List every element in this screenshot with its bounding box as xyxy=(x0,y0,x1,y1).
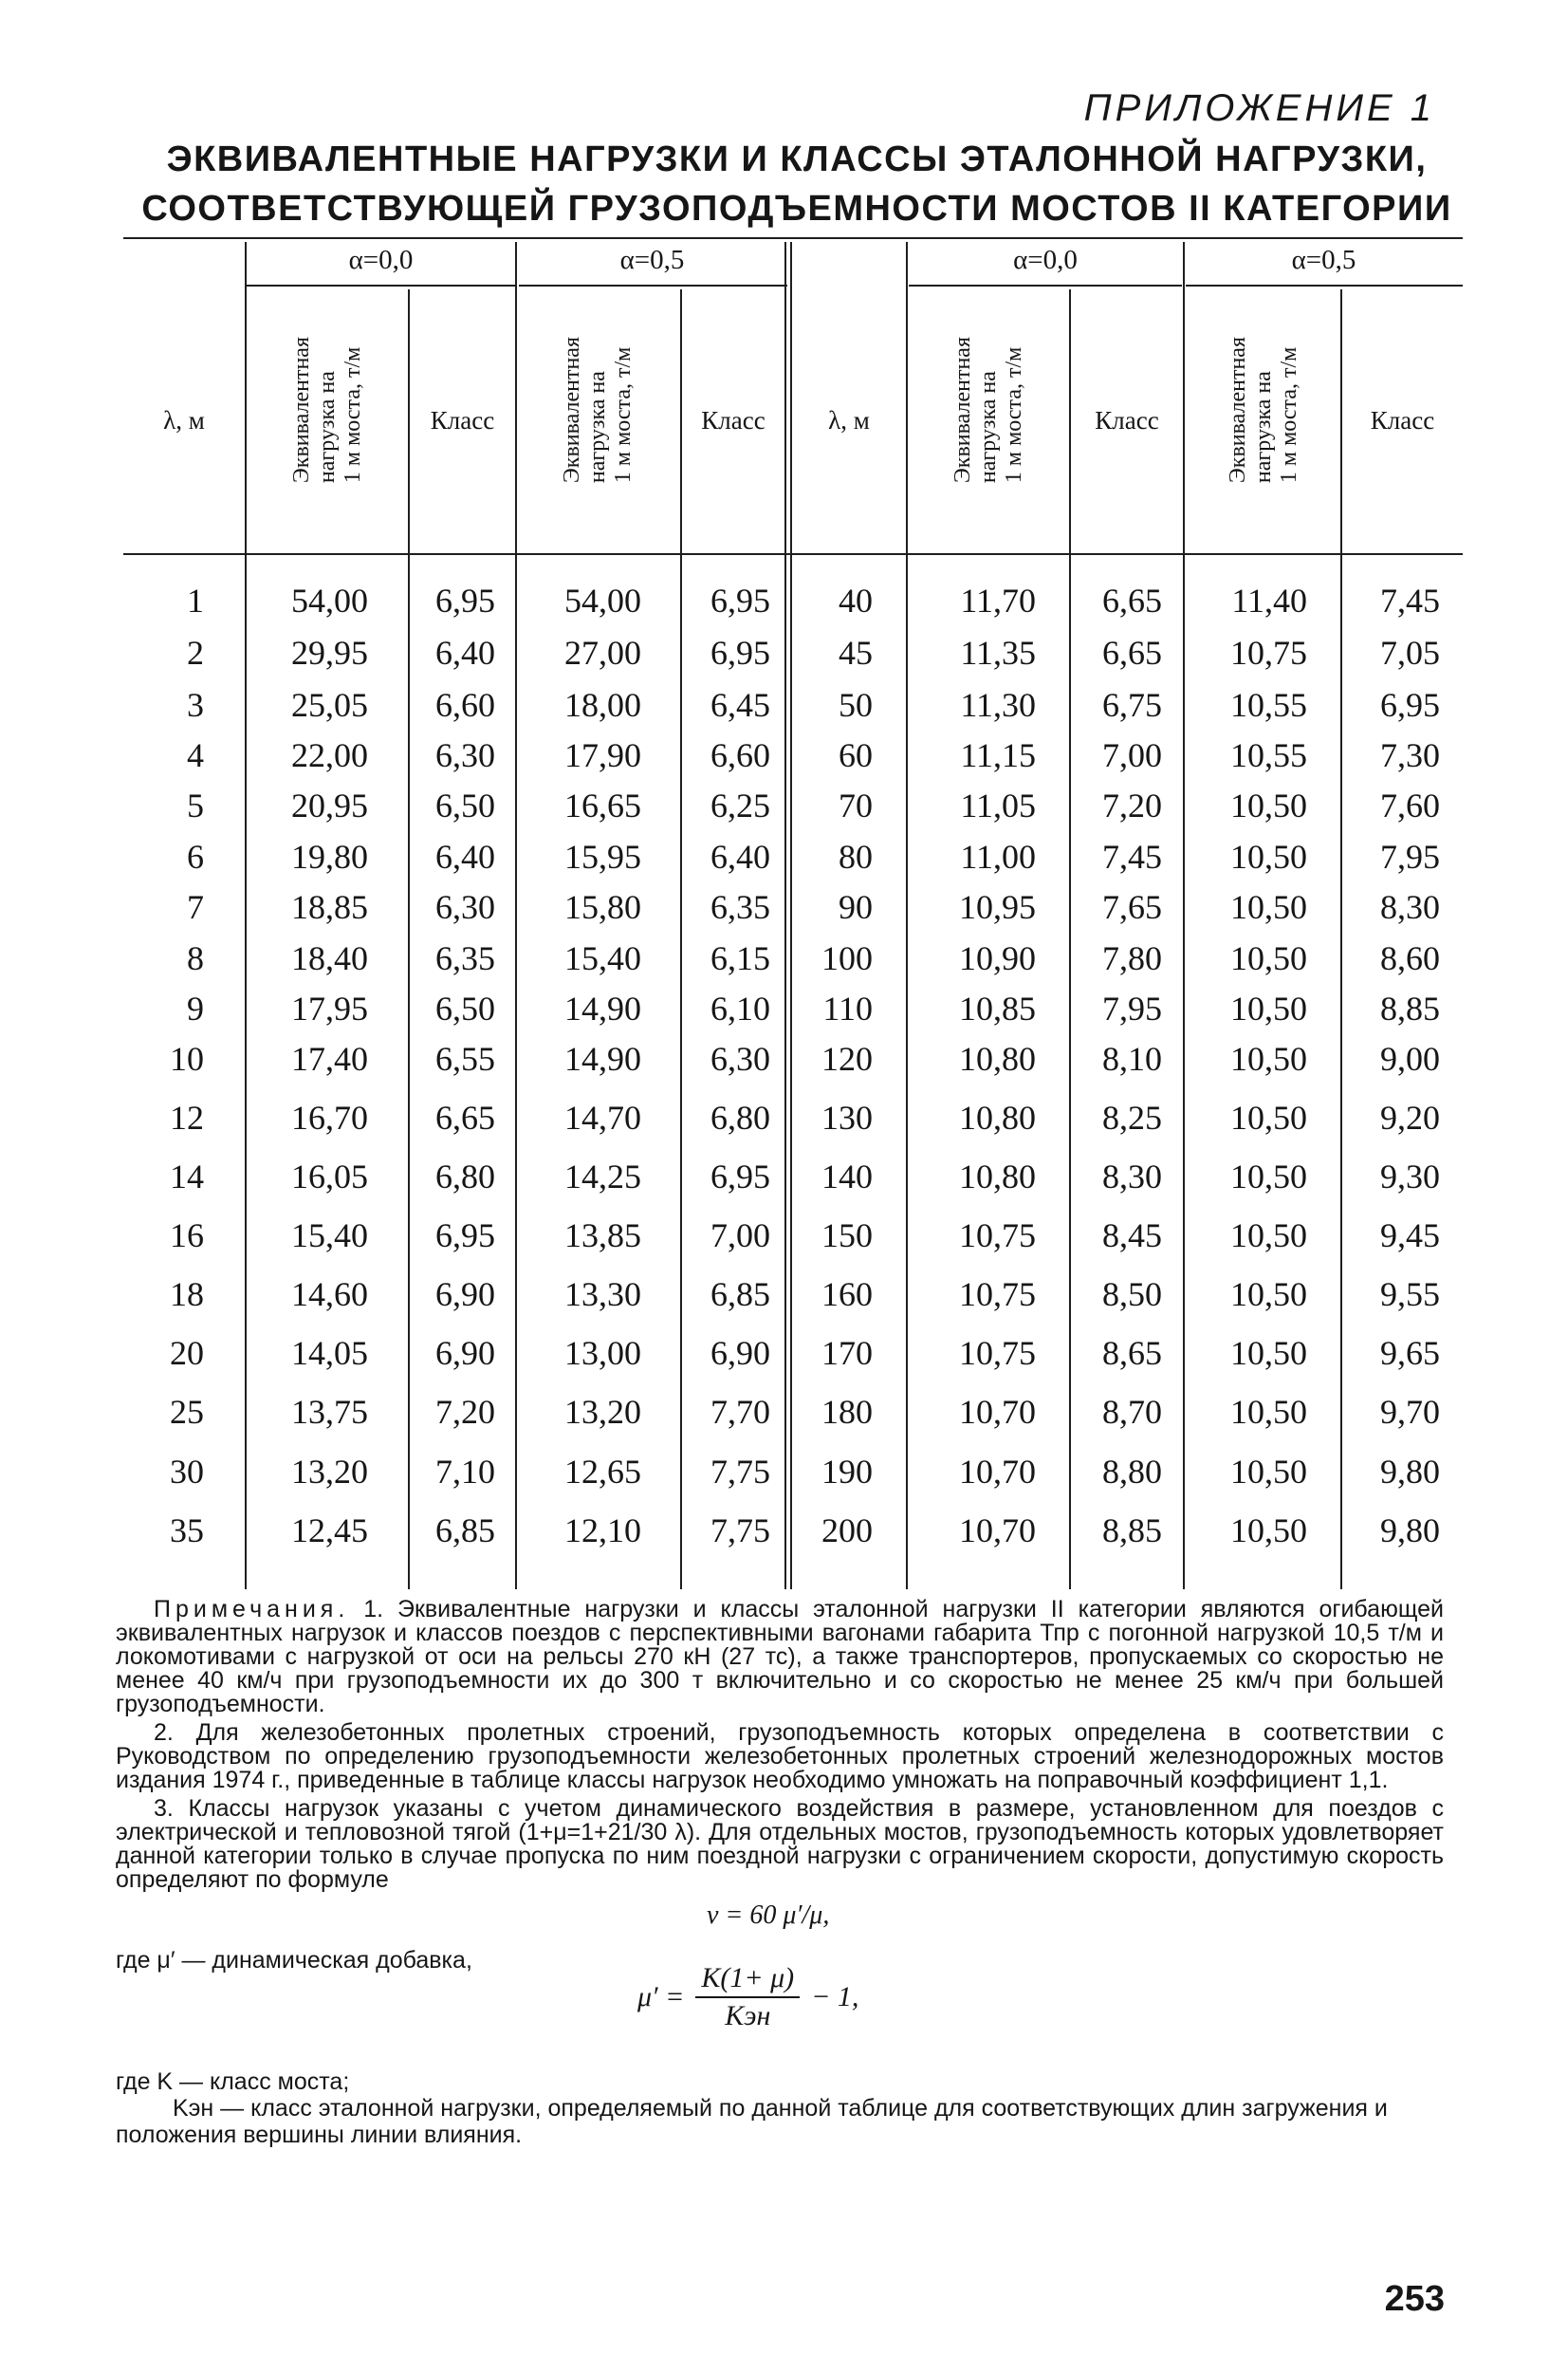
notes-block xyxy=(116,1598,1444,1897)
cell-load-a0-right-r7: 10,95 xyxy=(959,888,1036,926)
cell-class-a05-right-r17: 9,80 xyxy=(1380,1453,1440,1491)
cell-class-a05-right-r9: 8,85 xyxy=(1380,990,1440,1028)
cell-load-a05-left-r13: 13,85 xyxy=(564,1216,641,1254)
cell-load-a0-right-r17: 10,70 xyxy=(959,1453,1036,1491)
cell-load-a0-left-r2: 29,95 xyxy=(291,634,368,672)
cell-class-a05-left-r14: 6,85 xyxy=(710,1275,770,1313)
formula-speed: v = 60 μ′/μ, xyxy=(707,1900,830,1930)
cell-class-a05-left-r16: 7,70 xyxy=(710,1393,770,1431)
col-header-load-3: Эквивалентная нагрузка на 1 м моста, т/м xyxy=(950,337,1026,484)
cell-class-a05-left-r8: 6,15 xyxy=(710,939,770,977)
page-number: 253 xyxy=(1384,2279,1445,2319)
cell-load-a0-right-r16: 10,70 xyxy=(959,1393,1036,1431)
cell-load-a0-left-r3: 25,05 xyxy=(291,686,368,724)
cell-load-a0-right-r18: 10,70 xyxy=(959,1511,1036,1549)
alpha-0-left: α=0,0 xyxy=(348,245,414,275)
cell-lambda-right-r5: 70 xyxy=(839,787,873,825)
cell-load-a05-right-r5: 10,50 xyxy=(1230,787,1307,825)
cell-load-a0-right-r12: 10,80 xyxy=(959,1158,1036,1196)
where-k: где K — класс моста; xyxy=(116,2068,350,2095)
cell-class-a0-right-r5: 7,20 xyxy=(1102,787,1162,825)
cell-lambda-left-r3: 3 xyxy=(187,686,204,724)
cell-class-a05-left-r17: 7,75 xyxy=(710,1453,770,1491)
cell-class-a05-right-r6: 7,95 xyxy=(1380,838,1440,876)
cell-load-a0-right-r3: 11,30 xyxy=(960,686,1036,724)
cell-load-a05-left-r3: 18,00 xyxy=(564,686,641,724)
cell-load-a05-right-r12: 10,50 xyxy=(1230,1158,1307,1196)
cell-lambda-right-r8: 100 xyxy=(821,939,873,977)
formula-mu-tail: − 1, xyxy=(811,1981,859,2012)
cell-class-a0-left-r4: 6,30 xyxy=(435,736,495,774)
cell-lambda-right-r18: 200 xyxy=(821,1511,873,1549)
cell-class-a05-right-r3: 6,95 xyxy=(1380,686,1440,724)
cell-class-a05-right-r12: 9,30 xyxy=(1380,1158,1440,1196)
cell-load-a0-left-r9: 17,95 xyxy=(291,990,368,1028)
cell-class-a0-right-r9: 7,95 xyxy=(1102,990,1162,1028)
cell-lambda-left-r14: 18 xyxy=(170,1275,204,1313)
cell-load-a05-right-r8: 10,50 xyxy=(1230,939,1307,977)
cell-class-a0-left-r1: 6,95 xyxy=(435,582,495,620)
notes-label: Примечания. xyxy=(154,1596,350,1622)
alpha-05-right: α=0,5 xyxy=(1291,245,1356,275)
cell-class-a05-right-r15: 9,65 xyxy=(1380,1334,1440,1372)
col-header-lambda-right: λ, м xyxy=(828,406,870,435)
cell-lambda-left-r12: 14 xyxy=(170,1158,204,1196)
cell-load-a0-left-r1: 54,00 xyxy=(291,582,368,620)
cell-lambda-left-r1: 1 xyxy=(187,582,204,620)
cell-load-a05-left-r8: 15,40 xyxy=(564,939,641,977)
cell-class-a05-left-r15: 6,90 xyxy=(710,1334,770,1372)
cell-class-a0-right-r11: 8,25 xyxy=(1102,1099,1162,1137)
cell-load-a05-left-r6: 15,95 xyxy=(564,838,641,876)
cell-lambda-right-r6: 80 xyxy=(839,838,873,876)
cell-class-a0-right-r13: 8,45 xyxy=(1102,1216,1162,1254)
cell-load-a0-right-r2: 11,35 xyxy=(960,634,1036,672)
cell-class-a05-right-r10: 9,00 xyxy=(1380,1040,1440,1078)
cell-lambda-right-r1: 40 xyxy=(839,582,873,620)
cell-class-a05-right-r4: 7,30 xyxy=(1380,736,1440,774)
cell-load-a05-right-r18: 10,50 xyxy=(1230,1511,1307,1549)
cell-lambda-left-r7: 7 xyxy=(187,888,204,926)
cell-lambda-right-r4: 60 xyxy=(839,736,873,774)
cell-lambda-right-r15: 170 xyxy=(821,1334,873,1372)
cell-class-a0-right-r8: 7,80 xyxy=(1102,939,1162,977)
formula-mu-lhs: μ′ = xyxy=(637,1981,685,2012)
where-ken: Kэн — класс эталонной нагрузки, определяемый по данной таблице для соответствующих длин загружения и положения вершины линии влияния. xyxy=(116,2095,1388,2148)
cell-load-a0-left-r7: 18,85 xyxy=(291,888,368,926)
cell-class-a05-right-r5: 7,60 xyxy=(1380,787,1440,825)
cell-class-a05-right-r16: 9,70 xyxy=(1380,1393,1440,1431)
cell-load-a05-left-r2: 27,00 xyxy=(564,634,641,672)
col-header-lambda-left: λ, м xyxy=(163,406,205,435)
cell-class-a0-right-r12: 8,30 xyxy=(1102,1158,1162,1196)
cell-class-a0-right-r10: 8,10 xyxy=(1102,1040,1162,1078)
cell-class-a0-right-r18: 8,85 xyxy=(1102,1511,1162,1549)
cell-class-a0-left-r9: 6,50 xyxy=(435,990,495,1028)
cell-class-a0-right-r7: 7,65 xyxy=(1102,888,1162,926)
cell-lambda-left-r17: 30 xyxy=(170,1453,204,1491)
cell-load-a05-right-r15: 10,50 xyxy=(1230,1334,1307,1372)
cell-class-a0-left-r5: 6,50 xyxy=(435,787,495,825)
cell-load-a0-right-r4: 11,15 xyxy=(960,736,1036,774)
cell-class-a0-left-r11: 6,65 xyxy=(435,1099,495,1137)
cell-load-a05-left-r18: 12,10 xyxy=(564,1511,641,1549)
cell-class-a05-left-r6: 6,40 xyxy=(710,838,770,876)
cell-lambda-right-r13: 150 xyxy=(821,1216,873,1254)
cell-lambda-right-r16: 180 xyxy=(821,1393,873,1431)
cell-load-a05-right-r7: 10,50 xyxy=(1230,888,1307,926)
cell-class-a05-right-r13: 9,45 xyxy=(1380,1216,1440,1254)
note-3: 3. Классы нагрузок указаны с учетом динамического воздействия в размере, установленном для поездов с электрической и тепловозной тягой (1+μ=1+21/30 λ). Для отдельных мостов, грузоподъемность которых удовлетворяет данной категории только в случае пропуска по ним поездной нагрузки с ограничением скорости, допустимую скорость определяют по формуле xyxy=(116,1795,1444,1893)
cell-lambda-left-r15: 20 xyxy=(170,1334,204,1372)
cell-lambda-left-r2: 2 xyxy=(187,634,204,672)
cell-load-a05-left-r9: 14,90 xyxy=(564,990,641,1028)
cell-load-a0-left-r15: 14,05 xyxy=(291,1334,368,1372)
cell-load-a0-left-r8: 18,40 xyxy=(291,939,368,977)
cell-load-a0-right-r13: 10,75 xyxy=(959,1216,1036,1254)
cell-load-a05-left-r1: 54,00 xyxy=(564,582,641,620)
cell-class-a05-left-r1: 6,95 xyxy=(710,582,770,620)
cell-class-a05-right-r8: 8,60 xyxy=(1380,939,1440,977)
cell-class-a0-right-r15: 8,65 xyxy=(1102,1334,1162,1372)
cell-class-a05-left-r2: 6,95 xyxy=(710,634,770,672)
cell-load-a0-right-r11: 10,80 xyxy=(959,1099,1036,1137)
cell-load-a0-right-r15: 10,75 xyxy=(959,1334,1036,1372)
cell-load-a05-right-r16: 10,50 xyxy=(1230,1393,1307,1431)
cell-load-a05-left-r7: 15,80 xyxy=(564,888,641,926)
formula-mu xyxy=(637,1962,858,2032)
cell-load-a05-right-r1: 11,40 xyxy=(1231,582,1307,620)
cell-class-a0-left-r3: 6,60 xyxy=(435,686,495,724)
cell-load-a05-right-r2: 10,75 xyxy=(1230,634,1307,672)
cell-class-a0-right-r14: 8,50 xyxy=(1102,1275,1162,1313)
cell-class-a05-left-r12: 6,95 xyxy=(710,1158,770,1196)
cell-class-a05-left-r18: 7,75 xyxy=(710,1511,770,1549)
cell-load-a0-right-r10: 10,80 xyxy=(959,1040,1036,1078)
cell-load-a0-left-r18: 12,45 xyxy=(291,1511,368,1549)
cell-load-a05-right-r10: 10,50 xyxy=(1230,1040,1307,1078)
cell-class-a05-left-r10: 6,30 xyxy=(710,1040,770,1078)
cell-load-a0-left-r16: 13,75 xyxy=(291,1393,368,1431)
cell-class-a0-right-r4: 7,00 xyxy=(1102,736,1162,774)
cell-load-a05-right-r3: 10,55 xyxy=(1230,686,1307,724)
cell-load-a05-right-r17: 10,50 xyxy=(1230,1453,1307,1491)
cell-load-a05-right-r6: 10,50 xyxy=(1230,838,1307,876)
cell-class-a0-left-r2: 6,40 xyxy=(435,634,495,672)
cell-class-a05-right-r1: 7,45 xyxy=(1380,582,1440,620)
appendix-label: ПРИЛОЖЕНИЕ 1 xyxy=(1083,87,1435,129)
note-2: 2. Для железобетонных пролетных строений, грузоподъемность которых определена в соответствии с Руководством по определению грузоподъемности железобетонных пролетных строений железнодорожных мостов издания 1974 г., приведенные в таблице классы нагрузок необходимо умножать на поправочный коэффициент 1,1. xyxy=(116,1719,1444,1793)
cell-load-a05-left-r10: 14,90 xyxy=(564,1040,641,1078)
cell-class-a0-right-r6: 7,45 xyxy=(1102,838,1162,876)
col-header-class-4: Класс xyxy=(1370,406,1435,435)
cell-load-a0-left-r10: 17,40 xyxy=(291,1040,368,1078)
cell-class-a05-left-r11: 6,80 xyxy=(710,1099,770,1137)
cell-load-a05-right-r4: 10,55 xyxy=(1230,736,1307,774)
cell-lambda-left-r16: 25 xyxy=(170,1393,204,1431)
cell-lambda-left-r9: 9 xyxy=(187,990,204,1028)
cell-load-a05-right-r14: 10,50 xyxy=(1230,1275,1307,1313)
cell-lambda-left-r6: 6 xyxy=(187,838,204,876)
cell-lambda-left-r18: 35 xyxy=(170,1511,204,1549)
cell-lambda-left-r5: 5 xyxy=(187,787,204,825)
cell-load-a05-left-r15: 13,00 xyxy=(564,1334,641,1372)
cell-lambda-right-r10: 120 xyxy=(821,1040,873,1078)
cell-class-a0-left-r8: 6,35 xyxy=(435,939,495,977)
cell-load-a05-left-r11: 14,70 xyxy=(564,1099,641,1137)
title-line-1: ЭКВИВАЛЕНТНЫЕ НАГРУЗКИ И КЛАССЫ ЭТАЛОННОЙ НАГРУЗКИ, xyxy=(166,139,1428,179)
where-block xyxy=(116,2068,1444,2148)
cell-lambda-left-r8: 8 xyxy=(187,939,204,977)
cell-lambda-left-r4: 4 xyxy=(187,736,204,774)
cell-class-a0-left-r15: 6,90 xyxy=(435,1334,495,1372)
cell-load-a05-left-r12: 14,25 xyxy=(564,1158,641,1196)
cell-load-a05-left-r4: 17,90 xyxy=(564,736,641,774)
cell-lambda-right-r2: 45 xyxy=(839,634,873,672)
title-line-2: СООТВЕТСТВУЮЩЕЙ ГРУЗОПОДЪЕМНОСТИ МОСТОВ II КАТЕГОРИИ xyxy=(141,189,1452,229)
cell-class-a0-right-r1: 6,65 xyxy=(1102,582,1162,620)
cell-lambda-left-r13: 16 xyxy=(170,1216,204,1254)
cell-class-a05-right-r7: 8,30 xyxy=(1380,888,1440,926)
cell-class-a0-left-r17: 7,10 xyxy=(435,1453,495,1491)
cell-load-a0-right-r1: 11,70 xyxy=(960,582,1036,620)
cell-class-a05-right-r11: 9,20 xyxy=(1380,1099,1440,1137)
cell-class-a0-left-r10: 6,55 xyxy=(435,1040,495,1078)
cell-load-a0-left-r12: 16,05 xyxy=(291,1158,368,1196)
cell-lambda-left-r11: 12 xyxy=(170,1099,204,1137)
cell-lambda-right-r11: 130 xyxy=(821,1099,873,1137)
cell-load-a0-right-r14: 10,75 xyxy=(959,1275,1036,1313)
alpha-0-right: α=0,0 xyxy=(1013,245,1078,275)
where-mu: где μ′ — динамическая добавка, xyxy=(116,1947,472,1974)
cell-load-a0-left-r11: 16,70 xyxy=(291,1099,368,1137)
cell-class-a05-left-r4: 6,60 xyxy=(710,736,770,774)
formula-mu-numerator: K(1+ μ) xyxy=(695,1962,800,1998)
col-header-class-3: Класс xyxy=(1095,406,1159,435)
col-header-class-2: Класс xyxy=(701,406,766,435)
cell-lambda-right-r9: 110 xyxy=(822,990,873,1028)
cell-class-a0-left-r14: 6,90 xyxy=(435,1275,495,1313)
col-header-load-4: Эквивалентная нагрузка на 1 м моста, т/м xyxy=(1225,337,1301,484)
cell-load-a05-left-r17: 12,65 xyxy=(564,1453,641,1491)
cell-load-a0-right-r5: 11,05 xyxy=(960,787,1036,825)
cell-lambda-left-r10: 10 xyxy=(170,1040,204,1078)
cell-load-a05-right-r9: 10,50 xyxy=(1230,990,1307,1028)
cell-class-a05-right-r18: 9,80 xyxy=(1380,1511,1440,1549)
cell-class-a0-left-r6: 6,40 xyxy=(435,838,495,876)
cell-class-a05-left-r13: 7,00 xyxy=(710,1216,770,1254)
cell-class-a05-left-r5: 6,25 xyxy=(710,787,770,825)
cell-load-a0-right-r8: 10,90 xyxy=(959,939,1036,977)
cell-class-a0-left-r13: 6,95 xyxy=(435,1216,495,1254)
cell-class-a05-right-r14: 9,55 xyxy=(1380,1275,1440,1313)
cell-load-a0-left-r17: 13,20 xyxy=(291,1453,368,1491)
cell-load-a0-left-r5: 20,95 xyxy=(291,787,368,825)
cell-class-a0-right-r2: 6,65 xyxy=(1102,634,1162,672)
cell-class-a0-right-r16: 8,70 xyxy=(1102,1393,1162,1431)
cell-class-a0-right-r3: 6,75 xyxy=(1102,686,1162,724)
col-header-load-1: Эквивалентная нагрузка на 1 м моста, т/м xyxy=(288,337,365,484)
cell-class-a0-left-r18: 6,85 xyxy=(435,1511,495,1549)
cell-lambda-right-r7: 90 xyxy=(839,888,873,926)
formula-mu-fraction xyxy=(695,1962,800,2032)
cell-lambda-right-r3: 50 xyxy=(839,686,873,724)
cell-load-a0-right-r6: 11,00 xyxy=(960,838,1036,876)
cell-load-a05-right-r11: 10,50 xyxy=(1230,1099,1307,1137)
alpha-05-left: α=0,5 xyxy=(619,245,685,275)
formula-mu-denominator: Kэн xyxy=(725,2000,771,2031)
col-header-load-2: Эквивалентная нагрузка на 1 м моста, т/м xyxy=(559,337,636,484)
cell-lambda-right-r12: 140 xyxy=(821,1158,873,1196)
cell-lambda-right-r14: 160 xyxy=(821,1275,873,1313)
cell-load-a0-left-r6: 19,80 xyxy=(291,838,368,876)
cell-class-a05-left-r9: 6,10 xyxy=(710,990,770,1028)
note-1 xyxy=(116,1598,1444,1716)
cell-load-a05-right-r13: 10,50 xyxy=(1230,1216,1307,1254)
cell-lambda-right-r17: 190 xyxy=(821,1453,873,1491)
cell-class-a0-left-r16: 7,20 xyxy=(435,1393,495,1431)
cell-load-a05-left-r16: 13,20 xyxy=(564,1393,641,1431)
cell-class-a05-left-r7: 6,35 xyxy=(710,888,770,926)
cell-load-a0-left-r13: 15,40 xyxy=(291,1216,368,1254)
cell-class-a0-right-r17: 8,80 xyxy=(1102,1453,1162,1491)
cell-class-a0-left-r12: 6,80 xyxy=(435,1158,495,1196)
cell-class-a05-right-r2: 7,05 xyxy=(1380,634,1440,672)
col-header-class-1: Класс xyxy=(430,406,495,435)
cell-class-a0-left-r7: 6,30 xyxy=(435,888,495,926)
cell-class-a05-left-r3: 6,45 xyxy=(710,686,770,724)
cell-load-a05-left-r14: 13,30 xyxy=(564,1275,641,1313)
cell-load-a0-left-r14: 14,60 xyxy=(291,1275,368,1313)
note-1-text: 1. Эквивалентные нагрузки и классы эталонной нагрузки II категории являются огибающей эквивалентных нагрузок и классов поездов с перспективными вагонами габарита Тпр с погонной нагрузкой 10,5 т/м и локомотивами с нагрузкой от оси на рельсы 270 кН (27 тс), а также транспортеров, пропускаемых со скоростью не менее 40 км/ч при грузоподъемности их до 300 т включительно и со скоростью не менее 25 км/ч при большей грузоподъемности. xyxy=(116,1596,1444,1717)
cell-load-a0-left-r4: 22,00 xyxy=(291,736,368,774)
cell-load-a05-left-r5: 16,65 xyxy=(564,787,641,825)
cell-load-a0-right-r9: 10,85 xyxy=(959,990,1036,1028)
